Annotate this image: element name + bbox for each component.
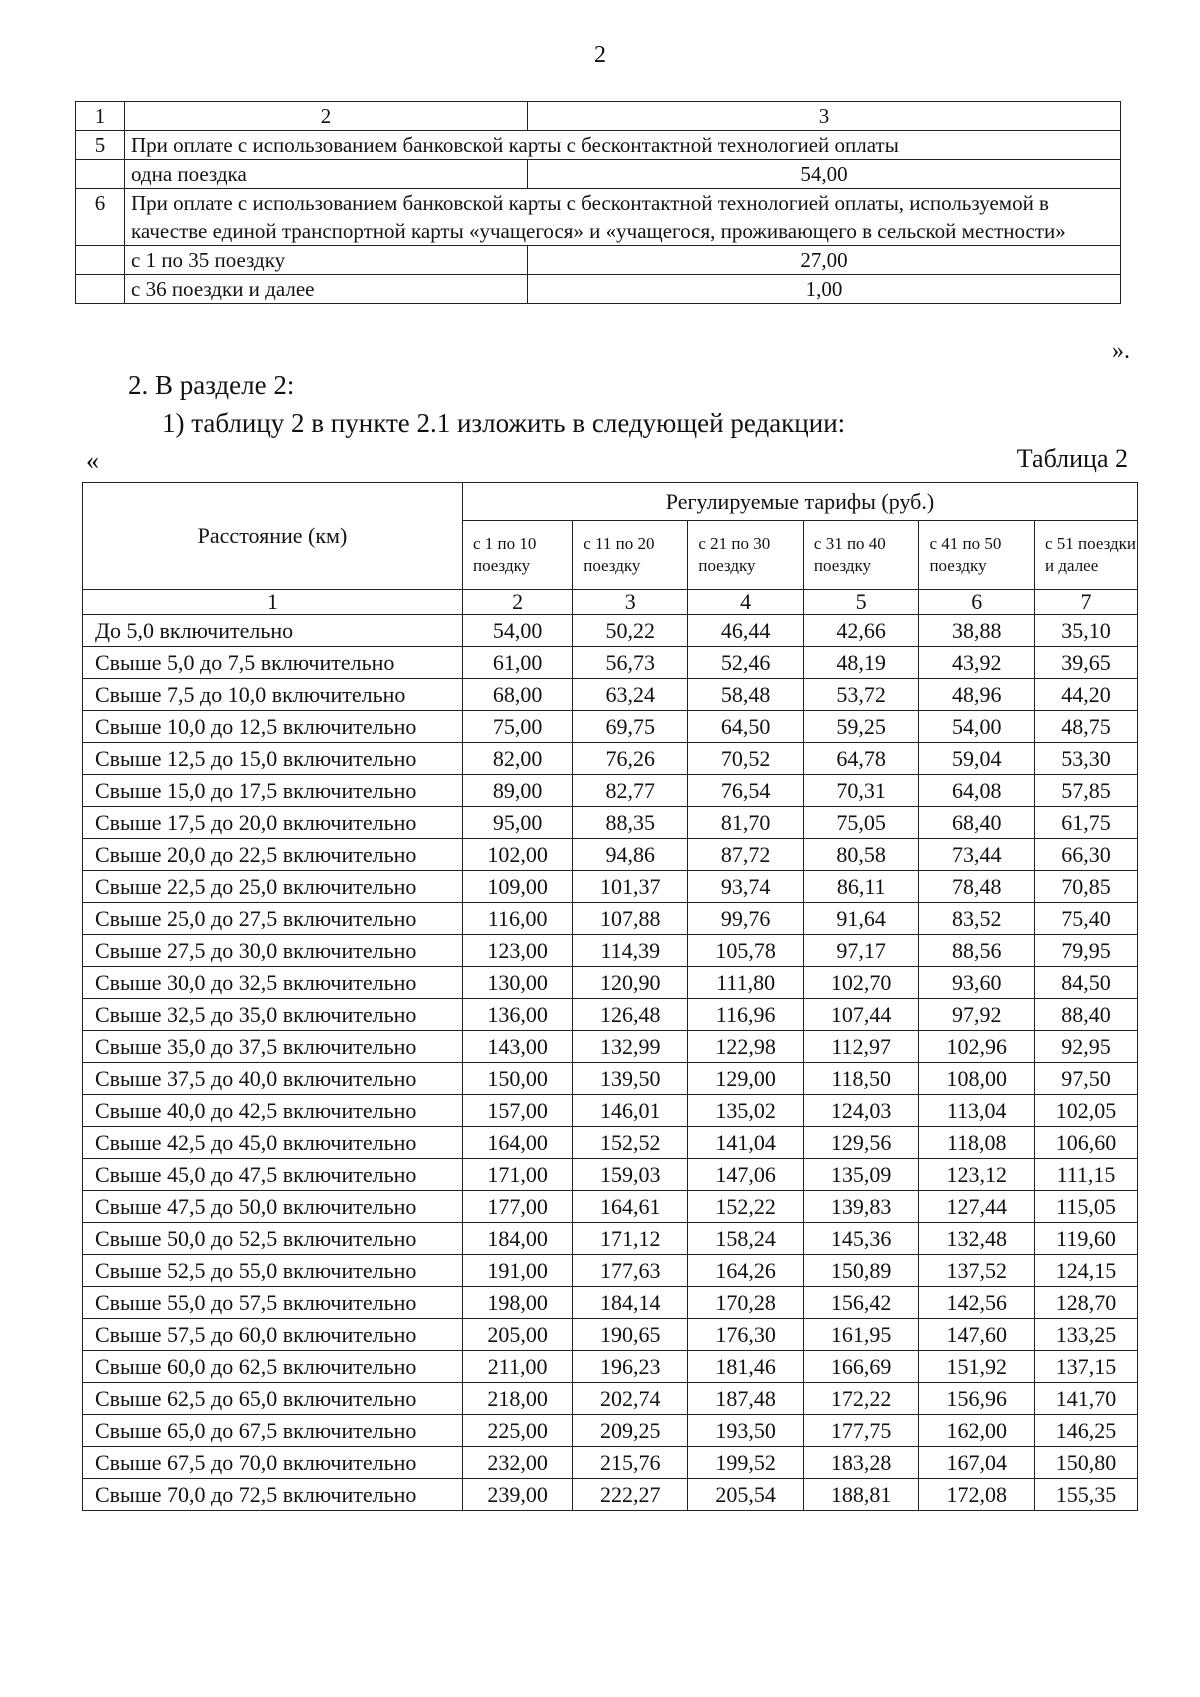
tariff-cell: 129,56 <box>803 1127 919 1159</box>
tariff-cell: 171,00 <box>463 1159 573 1191</box>
table-header-row <box>76 102 1121 131</box>
tariff-cell: 46,44 <box>688 615 804 647</box>
tariff-cell: 39,65 <box>1035 647 1138 679</box>
tariff-cell: 164,00 <box>463 1127 573 1159</box>
tariff-cell: 86,11 <box>803 871 919 903</box>
column-number: 6 <box>919 590 1035 615</box>
tariff-cell: 59,25 <box>803 711 919 743</box>
distance-cell: Свыше 32,5 до 35,0 включительно <box>83 999 463 1031</box>
tariff-cell: 162,00 <box>919 1415 1035 1447</box>
tariff-cell: 159,03 <box>573 1159 688 1191</box>
trip-range-header: с 31 по 40 поездку <box>803 521 919 590</box>
tariff-cell: 132,99 <box>573 1031 688 1063</box>
tariff-cell: 181,46 <box>688 1351 804 1383</box>
table-row <box>83 1287 1138 1319</box>
tariff-cell: 188,81 <box>803 1479 919 1511</box>
distance-cell: Свыше 5,0 до 7,5 включительно <box>83 647 463 679</box>
distance-cell: Свыше 45,0 до 47,5 включительно <box>83 1159 463 1191</box>
tariff-cell: 139,50 <box>573 1063 688 1095</box>
tariff-cell: 76,54 <box>688 775 804 807</box>
distance-cell: Свыше 35,0 до 37,5 включительно <box>83 1031 463 1063</box>
tariff-cell: 184,00 <box>463 1223 573 1255</box>
tariff-cell: 128,70 <box>1035 1287 1138 1319</box>
trip-range-header: с 21 по 30 поездку <box>688 521 804 590</box>
tariff-cell: 156,96 <box>919 1383 1035 1415</box>
opening-quote: « <box>86 446 99 475</box>
tariff-cell: 139,83 <box>803 1191 919 1223</box>
tariff-cell: 113,04 <box>919 1095 1035 1127</box>
distance-cell: Свыше 57,5 до 60,0 включительно <box>83 1319 463 1351</box>
column-number: 5 <box>803 590 919 615</box>
distance-cell: Свыше 25,0 до 27,5 включительно <box>83 903 463 935</box>
tariff-cell: 141,04 <box>688 1127 804 1159</box>
column-number: 4 <box>688 590 804 615</box>
distance-cell: Свыше 55,0 до 57,5 включительно <box>83 1287 463 1319</box>
tariff-cell: 102,96 <box>919 1031 1035 1063</box>
tariff-cell: 102,05 <box>1035 1095 1138 1127</box>
tariff-cell: 177,63 <box>573 1255 688 1287</box>
tariff-cell: 146,25 <box>1035 1415 1138 1447</box>
tariff-cell: 211,00 <box>463 1351 573 1383</box>
tariff-cell: 183,28 <box>803 1447 919 1479</box>
tariff-cell: 152,52 <box>573 1127 688 1159</box>
tariff-cell: 109,00 <box>463 871 573 903</box>
tariff-cell: 70,52 <box>688 743 804 775</box>
tariff-cell: 105,78 <box>688 935 804 967</box>
tariff-table <box>82 482 1138 1511</box>
tariff-cell: 119,60 <box>1035 1223 1138 1255</box>
fare-label: с 36 поездки и далее <box>125 275 528 304</box>
header-cell: 1 <box>76 102 125 131</box>
tariff-cell: 97,17 <box>803 935 919 967</box>
table-row <box>83 999 1138 1031</box>
tariff-cell: 75,05 <box>803 807 919 839</box>
tariff-cell: 42,66 <box>803 615 919 647</box>
table-row <box>83 1447 1138 1479</box>
row-number: 5 <box>76 131 125 160</box>
tariff-cell: 167,04 <box>919 1447 1035 1479</box>
tariff-cell: 107,88 <box>573 903 688 935</box>
table-row <box>83 743 1138 775</box>
table-row <box>83 903 1138 935</box>
tariff-cell: 111,15 <box>1035 1159 1138 1191</box>
tariff-cell: 205,54 <box>688 1479 804 1511</box>
row-description: При оплате с использованием банковской карты с бесконтактной технологией оплаты <box>125 131 1121 160</box>
fare-label: с 1 по 35 поездку <box>125 246 528 275</box>
tariff-cell: 132,48 <box>919 1223 1035 1255</box>
tariff-cell: 68,00 <box>463 679 573 711</box>
tariff-cell: 239,00 <box>463 1479 573 1511</box>
tariff-cell: 150,00 <box>463 1063 573 1095</box>
tariff-cell: 80,58 <box>803 839 919 871</box>
tariff-cell: 64,78 <box>803 743 919 775</box>
tariff-cell: 209,25 <box>573 1415 688 1447</box>
distance-cell: Свыше 22,5 до 25,0 включительно <box>83 871 463 903</box>
tariff-cell: 66,30 <box>1035 839 1138 871</box>
tariff-cell: 88,40 <box>1035 999 1138 1031</box>
distance-cell: Свыше 50,0 до 52,5 включительно <box>83 1223 463 1255</box>
tariff-cell: 127,44 <box>919 1191 1035 1223</box>
tariff-cell: 78,48 <box>919 871 1035 903</box>
tariff-cell: 82,77 <box>573 775 688 807</box>
tariff-cell: 147,60 <box>919 1319 1035 1351</box>
distance-cell: Свыше 42,5 до 45,0 включительно <box>83 1127 463 1159</box>
tariff-cell: 196,23 <box>573 1351 688 1383</box>
tariff-cell: 102,70 <box>803 967 919 999</box>
trip-range-header: с 11 по 20 поездку <box>573 521 688 590</box>
tariff-cell: 70,31 <box>803 775 919 807</box>
table-row <box>83 615 1138 647</box>
tariff-cell: 215,76 <box>573 1447 688 1479</box>
table-row <box>83 807 1138 839</box>
tariff-cell: 225,00 <box>463 1415 573 1447</box>
tariff-cell: 79,95 <box>1035 935 1138 967</box>
distance-cell: Свыше 60,0 до 62,5 включительно <box>83 1351 463 1383</box>
tariff-cell: 146,01 <box>573 1095 688 1127</box>
tariff-cell: 91,64 <box>803 903 919 935</box>
tariff-cell: 171,12 <box>573 1223 688 1255</box>
tariff-cell: 48,19 <box>803 647 919 679</box>
table-row <box>83 1063 1138 1095</box>
fare-value: 27,00 <box>528 246 1121 275</box>
distance-cell: Свыше 12,5 до 15,0 включительно <box>83 743 463 775</box>
table-row <box>83 1223 1138 1255</box>
tariff-cell: 151,92 <box>919 1351 1035 1383</box>
row-description: При оплате с использованием банковской карты с бесконтактной технологией оплаты, используемой в качестве единой транспортной карты «учащегося» и «учащегося, проживающего в сельской местности» <box>125 189 1121 246</box>
tariff-cell: 126,48 <box>573 999 688 1031</box>
distance-cell: Свыше 52,5 до 55,0 включительно <box>83 1255 463 1287</box>
tariff-cell: 101,37 <box>573 871 688 903</box>
tariff-cell: 61,00 <box>463 647 573 679</box>
tariff-cell: 84,50 <box>1035 967 1138 999</box>
tariff-cell: 118,50 <box>803 1063 919 1095</box>
tariff-cell: 137,52 <box>919 1255 1035 1287</box>
trip-range-header: с 51 поездки и далее <box>1035 521 1138 590</box>
tariff-cell: 184,14 <box>573 1287 688 1319</box>
column-number-row <box>83 590 1138 615</box>
tariff-cell: 166,69 <box>803 1351 919 1383</box>
tariff-cell: 35,10 <box>1035 615 1138 647</box>
tariff-cell: 95,00 <box>463 807 573 839</box>
tariff-cell: 97,50 <box>1035 1063 1138 1095</box>
tariff-cell: 145,36 <box>803 1223 919 1255</box>
distance-cell: Свыше 65,0 до 67,5 включительно <box>83 1415 463 1447</box>
tariff-cell: 161,95 <box>803 1319 919 1351</box>
tariff-cell: 53,72 <box>803 679 919 711</box>
tariff-cell: 218,00 <box>463 1383 573 1415</box>
tariff-cell: 48,75 <box>1035 711 1138 743</box>
tariff-cell: 222,27 <box>573 1479 688 1511</box>
distance-cell: Свыше 70,0 до 72,5 включительно <box>83 1479 463 1511</box>
tariff-cell: 57,85 <box>1035 775 1138 807</box>
tariff-cell: 88,35 <box>573 807 688 839</box>
tariff-cell: 143,00 <box>463 1031 573 1063</box>
column-number: 2 <box>463 590 573 615</box>
distance-cell: Свыше 40,0 до 42,5 включительно <box>83 1095 463 1127</box>
tariff-cell: 92,95 <box>1035 1031 1138 1063</box>
distance-cell: Свыше 15,0 до 17,5 включительно <box>83 775 463 807</box>
tariff-cell: 130,00 <box>463 967 573 999</box>
tariff-cell: 102,00 <box>463 839 573 871</box>
table-row <box>83 1415 1138 1447</box>
tariff-cell: 202,74 <box>573 1383 688 1415</box>
table-row <box>83 871 1138 903</box>
tariff-cell: 54,00 <box>463 615 573 647</box>
distance-cell: Свыше 62,5 до 65,0 включительно <box>83 1383 463 1415</box>
tariff-cell: 89,00 <box>463 775 573 807</box>
tariff-cell: 54,00 <box>919 711 1035 743</box>
tariff-cell: 108,00 <box>919 1063 1035 1095</box>
tariff-cell: 107,44 <box>803 999 919 1031</box>
tariff-cell: 123,00 <box>463 935 573 967</box>
tariff-cell: 198,00 <box>463 1287 573 1319</box>
tariff-cell: 64,50 <box>688 711 804 743</box>
tariff-cell: 87,72 <box>688 839 804 871</box>
header-cell: 2 <box>125 102 528 131</box>
tariff-cell: 93,60 <box>919 967 1035 999</box>
table-row <box>76 246 1121 275</box>
tariff-cell: 43,92 <box>919 647 1035 679</box>
item-instruction: 1) таблицу 2 в пункте 2.1 изложить в следующей редакции: <box>162 408 846 438</box>
tariff-cell: 38,88 <box>919 615 1035 647</box>
table-row <box>83 1159 1138 1191</box>
tariff-cell: 75,00 <box>463 711 573 743</box>
tariff-cell: 123,12 <box>919 1159 1035 1191</box>
table-row <box>76 189 1121 246</box>
tariff-cell: 83,52 <box>919 903 1035 935</box>
distance-cell: Свыше 67,5 до 70,0 включительно <box>83 1447 463 1479</box>
tariff-cell: 88,56 <box>919 935 1035 967</box>
tariff-cell: 97,92 <box>919 999 1035 1031</box>
tariff-cell: 156,42 <box>803 1287 919 1319</box>
column-number: 7 <box>1035 590 1138 615</box>
tariff-cell: 136,00 <box>463 999 573 1031</box>
distance-cell: Свыше 37,5 до 40,0 включительно <box>83 1063 463 1095</box>
tariff-cell: 177,75 <box>803 1415 919 1447</box>
distance-cell: Свыше 20,0 до 22,5 включительно <box>83 839 463 871</box>
tariff-cell: 122,98 <box>688 1031 804 1063</box>
tariff-cell: 172,08 <box>919 1479 1035 1511</box>
table-row <box>83 1351 1138 1383</box>
tariff-cell: 61,75 <box>1035 807 1138 839</box>
tariff-cell: 142,56 <box>919 1287 1035 1319</box>
tariff-cell: 135,02 <box>688 1095 804 1127</box>
table-row <box>83 839 1138 871</box>
distance-header: Расстояние (км) <box>83 483 463 590</box>
tariff-cell: 177,00 <box>463 1191 573 1223</box>
table-row <box>83 1479 1138 1511</box>
tariff-cell: 129,00 <box>688 1063 804 1095</box>
distance-cell: Свыше 10,0 до 12,5 включительно <box>83 711 463 743</box>
table-row <box>83 679 1138 711</box>
table-row <box>83 1319 1138 1351</box>
table-row <box>83 1255 1138 1287</box>
tariff-cell: 112,97 <box>803 1031 919 1063</box>
tariff-cell: 164,61 <box>573 1191 688 1223</box>
tariff-cell: 111,80 <box>688 967 804 999</box>
column-number: 1 <box>83 590 463 615</box>
tariff-cell: 141,70 <box>1035 1383 1138 1415</box>
tariff-cell: 69,75 <box>573 711 688 743</box>
table-row <box>83 1095 1138 1127</box>
table-row <box>83 935 1138 967</box>
trip-range-header: с 41 по 50 поездку <box>919 521 1035 590</box>
table-row <box>83 647 1138 679</box>
distance-cell: Свыше 27,5 до 30,0 включительно <box>83 935 463 967</box>
tariff-cell: 157,00 <box>463 1095 573 1127</box>
distance-cell: До 5,0 включительно <box>83 615 463 647</box>
tariff-cell: 59,04 <box>919 743 1035 775</box>
tariff-cell: 150,80 <box>1035 1447 1138 1479</box>
tariff-cell: 115,05 <box>1035 1191 1138 1223</box>
header-cell: 3 <box>528 102 1121 131</box>
tariff-cell: 64,08 <box>919 775 1035 807</box>
tariff-cell: 93,74 <box>688 871 804 903</box>
column-number: 3 <box>573 590 688 615</box>
tariff-cell: 147,06 <box>688 1159 804 1191</box>
tariff-cell: 52,46 <box>688 647 804 679</box>
tariff-cell: 44,20 <box>1035 679 1138 711</box>
tariff-cell: 120,90 <box>573 967 688 999</box>
section-heading: 2. В разделе 2: <box>128 370 295 400</box>
table-row <box>83 1031 1138 1063</box>
tariff-cell: 99,76 <box>688 903 804 935</box>
tariff-cell: 116,00 <box>463 903 573 935</box>
payment-table <box>75 101 1121 304</box>
tariff-cell: 56,73 <box>573 647 688 679</box>
table-row <box>76 160 1121 189</box>
table-row <box>76 275 1121 304</box>
table-caption: Таблица 2 <box>1016 444 1128 473</box>
table-row <box>83 967 1138 999</box>
tariff-cell: 190,65 <box>573 1319 688 1351</box>
table-row <box>76 131 1121 160</box>
tariff-cell: 135,09 <box>803 1159 919 1191</box>
tariff-cell: 94,86 <box>573 839 688 871</box>
trip-range-header: с 1 по 10 поездку <box>463 521 573 590</box>
tariff-cell: 193,50 <box>688 1415 804 1447</box>
tariff-cell: 82,00 <box>463 743 573 775</box>
table-row <box>83 1191 1138 1223</box>
tariff-cell: 116,96 <box>688 999 804 1031</box>
distance-cell: Свыше 7,5 до 10,0 включительно <box>83 679 463 711</box>
tariff-cell: 70,85 <box>1035 871 1138 903</box>
table-row <box>83 775 1138 807</box>
tariff-cell: 176,30 <box>688 1319 804 1351</box>
tariff-cell: 73,44 <box>919 839 1035 871</box>
tariff-cell: 164,26 <box>688 1255 804 1287</box>
tariff-cell: 155,35 <box>1035 1479 1138 1511</box>
tariff-cell: 118,08 <box>919 1127 1035 1159</box>
fare-value: 54,00 <box>528 160 1121 189</box>
tariff-cell: 48,96 <box>919 679 1035 711</box>
tariff-cell: 124,03 <box>803 1095 919 1127</box>
closing-quote: ». <box>1112 338 1130 364</box>
tariff-cell: 152,22 <box>688 1191 804 1223</box>
tariff-cell: 106,60 <box>1035 1127 1138 1159</box>
tariff-cell: 187,48 <box>688 1383 804 1415</box>
tariff-cell: 150,89 <box>803 1255 919 1287</box>
distance-cell: Свыше 47,5 до 50,0 включительно <box>83 1191 463 1223</box>
table-row <box>83 1383 1138 1415</box>
tariff-table-body <box>83 483 1138 1511</box>
tariffs-header: Регулируемые тарифы (руб.) <box>463 483 1138 521</box>
table-row <box>83 1127 1138 1159</box>
tariff-cell: 81,70 <box>688 807 804 839</box>
tariff-cell: 137,15 <box>1035 1351 1138 1383</box>
tariff-cell: 124,15 <box>1035 1255 1138 1287</box>
fare-label: одна поездка <box>125 160 528 189</box>
distance-cell: Свыше 30,0 до 32,5 включительно <box>83 967 463 999</box>
table-row <box>83 711 1138 743</box>
tariff-cell: 199,52 <box>688 1447 804 1479</box>
tariff-cell: 158,24 <box>688 1223 804 1255</box>
tariff-cell: 205,00 <box>463 1319 573 1351</box>
tariff-cell: 58,48 <box>688 679 804 711</box>
tariff-cell: 53,30 <box>1035 743 1138 775</box>
tariff-cell: 232,00 <box>463 1447 573 1479</box>
tariff-cell: 68,40 <box>919 807 1035 839</box>
page-number: 2 <box>594 42 606 68</box>
tariff-cell: 133,25 <box>1035 1319 1138 1351</box>
row-number: 6 <box>76 189 125 246</box>
table-header-row <box>83 483 1138 521</box>
distance-cell: Свыше 17,5 до 20,0 включительно <box>83 807 463 839</box>
tariff-cell: 63,24 <box>573 679 688 711</box>
tariff-cell: 191,00 <box>463 1255 573 1287</box>
tariff-cell: 50,22 <box>573 615 688 647</box>
tariff-cell: 76,26 <box>573 743 688 775</box>
tariff-cell: 75,40 <box>1035 903 1138 935</box>
tariff-cell: 114,39 <box>573 935 688 967</box>
tariff-cell: 172,22 <box>803 1383 919 1415</box>
fare-value: 1,00 <box>528 275 1121 304</box>
tariff-cell: 170,28 <box>688 1287 804 1319</box>
